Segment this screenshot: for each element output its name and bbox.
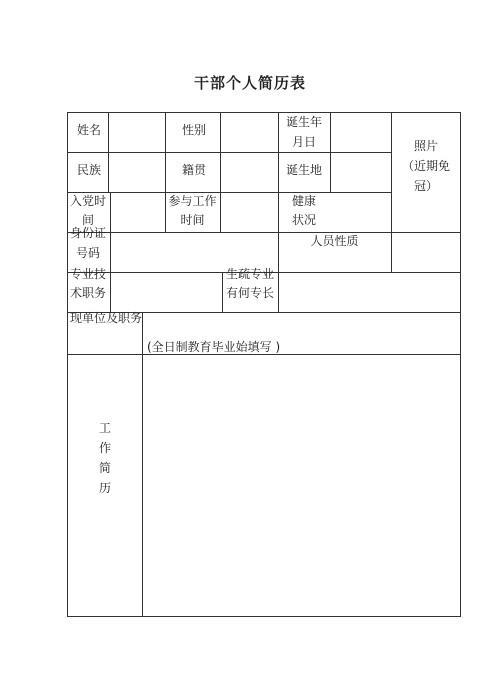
photo-label: （近期免 bbox=[401, 159, 450, 173]
table-border-top bbox=[67, 112, 461, 113]
table-border-bottom bbox=[67, 616, 461, 617]
health-label: 状况 bbox=[291, 213, 316, 227]
education-note: (全日制教育毕业始填写 ) bbox=[147, 340, 281, 354]
birthplace-label: 诞生地 bbox=[285, 163, 322, 177]
birth-date-label: 诞生年 bbox=[285, 115, 322, 129]
specialty-label: 有何专长 bbox=[225, 286, 274, 300]
birth-date-label: 月日 bbox=[291, 135, 316, 149]
photo-label: 冠） bbox=[413, 179, 438, 193]
work-start-label: 参与工作 bbox=[168, 194, 217, 208]
technical-title-label: 专业技 bbox=[69, 267, 106, 281]
personnel-type-label: 人员性质 bbox=[310, 234, 359, 248]
work-start-label: 时间 bbox=[180, 213, 205, 227]
party-join-label: 间 bbox=[81, 213, 94, 227]
id-number-label: 身份证 bbox=[69, 226, 106, 240]
row-divider bbox=[67, 192, 391, 193]
party-join-label: 入党时 bbox=[69, 194, 106, 208]
column-divider bbox=[110, 192, 111, 312]
page-title: 干部个人简历表 bbox=[193, 74, 306, 92]
ethnicity-label: 民族 bbox=[77, 163, 102, 177]
health-label: 健康 bbox=[291, 194, 316, 208]
column-divider bbox=[142, 312, 143, 617]
specialty-label: 生疏专业 bbox=[225, 267, 274, 281]
column-divider bbox=[220, 112, 221, 232]
column-divider bbox=[330, 112, 331, 192]
name-label: 姓名 bbox=[77, 123, 102, 137]
table-border-left bbox=[67, 112, 68, 617]
work-resume-label: 工 作 简 历 bbox=[98, 421, 111, 495]
technical-title-label: 术职务 bbox=[69, 286, 106, 300]
gender-label: 性别 bbox=[182, 123, 207, 137]
column-divider bbox=[108, 112, 109, 192]
id-number-label: 号码 bbox=[75, 246, 100, 260]
row-divider bbox=[67, 232, 461, 233]
photo-label: 照片 bbox=[413, 139, 438, 153]
native-place-label: 籍贯 bbox=[182, 163, 207, 177]
current-unit-label: 现单位及职务 bbox=[70, 311, 143, 325]
row-divider bbox=[67, 152, 391, 153]
